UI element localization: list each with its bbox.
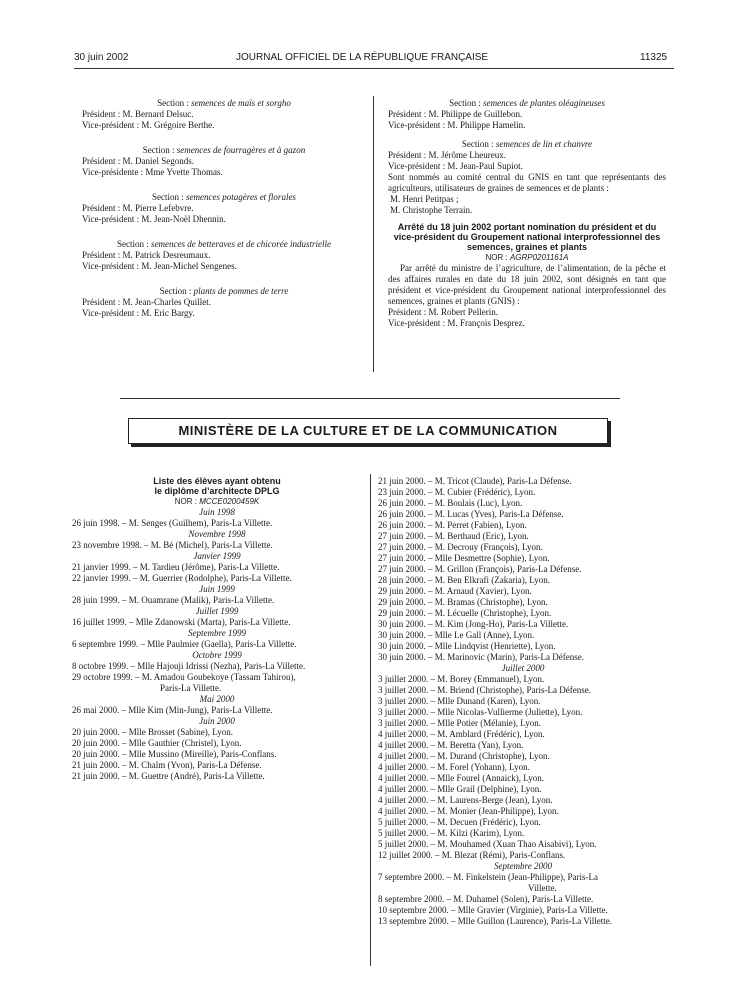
header-rule [74, 68, 674, 69]
list-item: 4 juillet 2000. – Mlle Grail (Delphine), Lyon. [378, 784, 542, 794]
month-heading: Juin 1999 [199, 584, 235, 594]
month-heading: Juillet 1999 [195, 606, 239, 616]
list-item: 4 juillet 2000. – Mlle Fourel (Annaick), Lyon. [378, 773, 544, 783]
month-heading: Septembre 1999 [188, 628, 246, 638]
list-nor: NOR : MCCE0200459K [174, 497, 260, 506]
month-heading: Septembre 2000 [494, 861, 552, 871]
header-page-number: 11325 [640, 52, 668, 63]
list-item: 27 juin 2000. – M. Berthaud (Eric), Lyon. [378, 531, 529, 541]
section-block: Section : semences potagères et florales Président : M. Pierre Lefebvre. Vice-président : M. Jean-Noël Dhennin. [82, 192, 366, 225]
list-item: 5 juillet 2000. – M. Mouhamed (Xuan Thao Aisabivi), Lyon. [378, 839, 597, 849]
list-item: 20 juin 2000. – Mlle Gauthier (Christel), Lyon. [72, 738, 242, 748]
vice-president-line: Vice-président : M. Jean-Noël Dhennin. [82, 214, 226, 224]
president-line: Président : M. Patrick Desreumaux. [82, 250, 211, 260]
president-line: Président : M. Jean-Charles Quillet. [82, 297, 211, 307]
bottom-left-column [72, 476, 362, 782]
vice-president-line: Vice-président : M. Jean-Michel Sengenes. [82, 261, 237, 271]
month-heading: Juin 2000 [199, 716, 235, 726]
list-item: 20 juin 2000. – Mlle Brosset (Sabine), Lyon. [72, 727, 233, 737]
list-item: 29 juin 2000. – M. Lécuelle (Christophe), Lyon. [378, 608, 552, 618]
list-item: 26 juin 2000. – M. Lucas (Yves), Paris-La Défense. [378, 509, 564, 519]
list-item: 27 juin 2000. – Mlle Desmettre (Sophie), Lyon. [378, 553, 550, 563]
president-line: Président : M. Jérôme Lheureux. [388, 150, 506, 160]
list-item: 22 janvier 1999. – M. Guerrier (Rodolphe), Paris-La Villette. [72, 573, 292, 583]
president-line: Président : M. Philippe de Guillebon. [388, 109, 523, 119]
list-item: 10 septembre 2000. – Mlle Gravier (Virginie), Paris-La Villette. [378, 905, 608, 915]
list-item: 8 octobre 1999. – Mlle Hajouji Idrissi (Nezha), Paris-La Villette. [72, 661, 306, 671]
month-heading: Novembre 1998 [188, 529, 246, 539]
list-item: 21 juin 2000. – M. Tricot (Claude), Paris-La Défense. [378, 476, 572, 486]
list-item: 7 septembre 2000. – M. Finkelstein (Jean-Philippe), Paris-La [378, 872, 598, 882]
list-item: 30 juin 2000. – Mlle Le Gall (Anne), Lyon. [378, 630, 535, 640]
list-item: 21 juin 2000. – M. Guettre (André), Paris-La Villette. [72, 771, 265, 781]
list-item: 20 juin 2000. – Mlle Mussino (Mireille), Paris-Conflans. [72, 749, 277, 759]
vice-president-line: Vice-président : M. Grégoire Berthe. [82, 120, 215, 130]
list-item: 27 juin 2000. – M. Decrouy (François), Lyon. [378, 542, 543, 552]
section-block: Section : semences de maïs et sorgho Président : M. Bernard Delsuc. Vice-président : M. Grégoire Berthe. [82, 98, 366, 131]
section-block: Section : semences de betteraves et de chicorée industrielle Président : M. Patrick Desreumaux. Vice-président : M. Jean-Michel Sengenes. [82, 239, 366, 272]
decree-nor: NOR : AGRP0201161A [485, 253, 569, 262]
list-item: 4 juillet 2000. – M. Amblard (Frédéric), Lyon. [378, 729, 545, 739]
month-heading: Mai 2000 [199, 694, 235, 704]
list-item: 13 septembre 2000. – Mlle Guillon (Laurence), Paris-La Villette. [378, 916, 612, 926]
month-heading: Octobre 1999 [192, 650, 242, 660]
list-item: 28 juin 2000. – M. Ben Elkrafi (Zakaria), Lyon. [378, 575, 550, 585]
section-name: semences de betteraves et de chicorée industrielle [151, 239, 331, 249]
month-heading: Juin 1998 [199, 507, 235, 517]
list-item: 30 juin 2000. – Mlle Lindqvist (Henriette), Lyon. [378, 641, 556, 651]
list-item: 12 juillet 2000. – M. Blezat (Rémi), Paris-Conflans. [378, 850, 566, 860]
list-item: 29 juin 2000. – M. Arnaud (Xavier), Lyon. [378, 586, 532, 596]
list-item: 29 juin 2000. – M. Bramas (Christophe), Lyon. [378, 597, 548, 607]
section-block: Section : semences de fourragères et à gazon Président : M. Daniel Segonds. Vice-présidente : Mme Yvette Thomas. [82, 145, 366, 178]
list-item: 26 mai 2000. – Mlle Kim (Min-Jung), Paris-La Villette. [72, 705, 273, 715]
list-item: 8 septembre 2000. – M. Duhamel (Solen), Paris-La Villette. [378, 894, 594, 904]
list-item: 4 juillet 2000. – M. Durand (Christophe), Lyon. [378, 751, 550, 761]
month-heading: Juillet 2000 [501, 663, 545, 673]
president-line: Président : M. Daniel Segonds. [82, 156, 194, 166]
section-name: semences potagères et florales [186, 192, 296, 202]
list-item: 4 juillet 2000. – M. Monier (Jean-Philippe), Lyon. [378, 806, 559, 816]
list-item: 5 juillet 2000. – M. Kilzi (Karim), Lyon. [378, 828, 525, 838]
president-line: Président : M. Robert Pellerin. [388, 307, 498, 317]
section-name: semences de fourragères et à gazon [176, 145, 306, 155]
list-item: 30 juin 2000. – M. Marinovic (Marin), Paris-La Défense. [378, 652, 584, 662]
section-block: Section : plants de pommes de terre Président : M. Jean-Charles Quillet. Vice-président : M. Eric Bargy. [82, 286, 366, 319]
list-item: 29 octobre 1999. – M. Amadou Goubekoye (Tassam Tahirou), [72, 672, 296, 682]
list-item: 4 juillet 2000. – M. Laurens-Berge (Jean), Lyon. [378, 795, 553, 805]
list-item: 27 juin 2000. – M. Grillon (François), Paris-La Défense. [378, 564, 582, 574]
list-item: 4 juillet 2000. – M. Forel (Yohann), Lyon. [378, 762, 530, 772]
list-item: 4 juillet 2000. – M. Beretta (Yan), Lyon. [378, 740, 524, 750]
list-item: 21 juin 2000. – M. Chalm (Yvon), Paris-La Défense. [72, 760, 262, 770]
vice-president-line: Vice-président : M. Jean-Paul Supiot. [388, 161, 523, 171]
section-name: semences de maïs et sorgho [191, 98, 291, 108]
section-name: semences de lin et chanvre [495, 139, 593, 149]
column-divider [370, 474, 371, 966]
list-title-line2: le diplôme d’architecte DPLG [154, 486, 280, 496]
list-title-line1: Liste des élèves ayant obtenu [153, 476, 281, 486]
section-name: plants de pommes de terre [193, 286, 289, 296]
list-item-continuation: Villette. [528, 883, 557, 893]
vice-president-line: Vice-président : M. François Desprez. [388, 318, 525, 328]
list-item: 26 juin 2000. – M. Perret (Fabien), Lyon. [378, 520, 527, 530]
president-line: Président : M. Bernard Delsuc. [82, 109, 194, 119]
vice-president-line: Vice-président : M. Philippe Hamelin. [388, 120, 526, 130]
list-item: 3 juillet 2000. – M. Briend (Christophe), Paris-La Défense. [378, 685, 591, 695]
column-divider [373, 96, 374, 372]
list-item: 3 juillet 2000. – Mlle Potier (Mélanie), Lyon. [378, 718, 541, 728]
list-item: 3 juillet 2000. – Mlle Nicolas-Vullierme (Juliette), Lyon. [378, 707, 583, 717]
list-item: 23 juin 2000. – M. Cubier (Frédéric), Lyon. [378, 487, 536, 497]
named-members-paragraph: Sont nommés au comité central du GNIS en tant que représentants des agriculteurs, utilisateurs de graines de semences et de plants : [388, 172, 666, 193]
section-name: semences de plantes oléagineuses [483, 98, 605, 108]
list-item: 3 juillet 2000. – Mlle Dunand (Karen), Lyon. [378, 696, 541, 706]
list-item: 28 juin 1999. – M. Ouamrane (Malik), Paris-La Villette. [72, 595, 275, 605]
header-title: JOURNAL OFFICIEL DE LA RÉPUBLIQUE FRANÇAISE [236, 52, 489, 63]
vice-president-line: Vice-président : M. Eric Bargy. [82, 308, 195, 318]
header-date: 30 juin 2002 [74, 52, 129, 63]
list-item: 23 novembre 1998. – M. Bé (Michel), Paris-La Villette. [72, 540, 273, 550]
list-item: 16 juillet 1999. – Mlle Zdanowski (Marta), Paris-La Villette. [72, 617, 291, 627]
president-line: Président : M. Pierre Lefebvre. [82, 203, 194, 213]
list-item: 3 juillet 2000. – M. Borey (Emmanuel), Lyon. [378, 674, 545, 684]
decree-title: Arrêté du 18 juin 2002 portant nomination du président et du vice-président du Groupement national interprofessionnel des semences, graines et plants [393, 222, 661, 252]
top-right-column: Section : semences de plantes oléagineuses Président : M. Philippe de Guillebon. Vice-président : M. Philippe Hamelin. Section : semences de lin et chanvre Président : M. Jérôme Lheureux. Vice-président : M. Jean-Paul Supiot. Sont nommés au comité central du GNIS en tant que représentants des agriculteurs, utilisateurs de graines de semences et de plants : M. Henri Petitpas ; M. Christophe Terrain. Arrêté du 18 juin 2002 portant nomination du président et du vice-président du Groupement national interprofessionnel des semences, graines et plants NOR : AGRP0201161A Par arrêté du ministre de l’agriculture, de l’alimentation, de la pêche et des affaires rurales en date du 18 juin 2002, sont désignés en tant que président et vice-président du Groupement national interprofessionnel des semences, graines et plants (GNIS) : Président : M. Robert Pellerin. Vice-président : M. François Desprez. [388, 98, 666, 328]
month-heading: Janvier 1999 [193, 551, 241, 561]
decree-text: Par arrêté du ministre de l’agriculture, de l’alimentation, de la pêche et des affaires rurales en date du 18 juin 2002, sont désignés en tant que président et vice-président du Groupement national interprofessionnel des semences, graines et plants (GNIS) : [388, 263, 666, 306]
section-rule [120, 398, 620, 399]
list-item: 5 juillet 2000. – M. Decuen (Frédéric), Lyon. [378, 817, 541, 827]
list-item: 26 juin 1998. – M. Senges (Guilhem), Paris-La Villette. [72, 518, 273, 528]
ministry-heading: MINISTÈRE DE LA CULTURE ET DE LA COMMUNICATION [128, 418, 608, 444]
named-member: M. Henri Petitpas ; [390, 194, 459, 204]
top-left-column [82, 98, 366, 319]
bottom-right-column [378, 476, 668, 927]
list-item-continuation: Paris-La Villette. [160, 683, 222, 693]
list-item: 30 juin 2000. – M. Kim (Jong-Ho), Paris-La Villette. [378, 619, 569, 629]
vice-president-line: Vice-présidente : Mme Yvette Thomas. [82, 167, 223, 177]
list-item: 26 juin 2000. – M. Boulais (Luc), Lyon. [378, 498, 523, 508]
list-item: 6 septembre 1999. – Mlle Paulmier (Gaella), Paris-La Villette. [72, 639, 297, 649]
list-item: 21 janvier 1999. – M. Tardieu (Jérôme), Paris-La Villette. [72, 562, 280, 572]
named-member: M. Christophe Terrain. [390, 205, 473, 215]
